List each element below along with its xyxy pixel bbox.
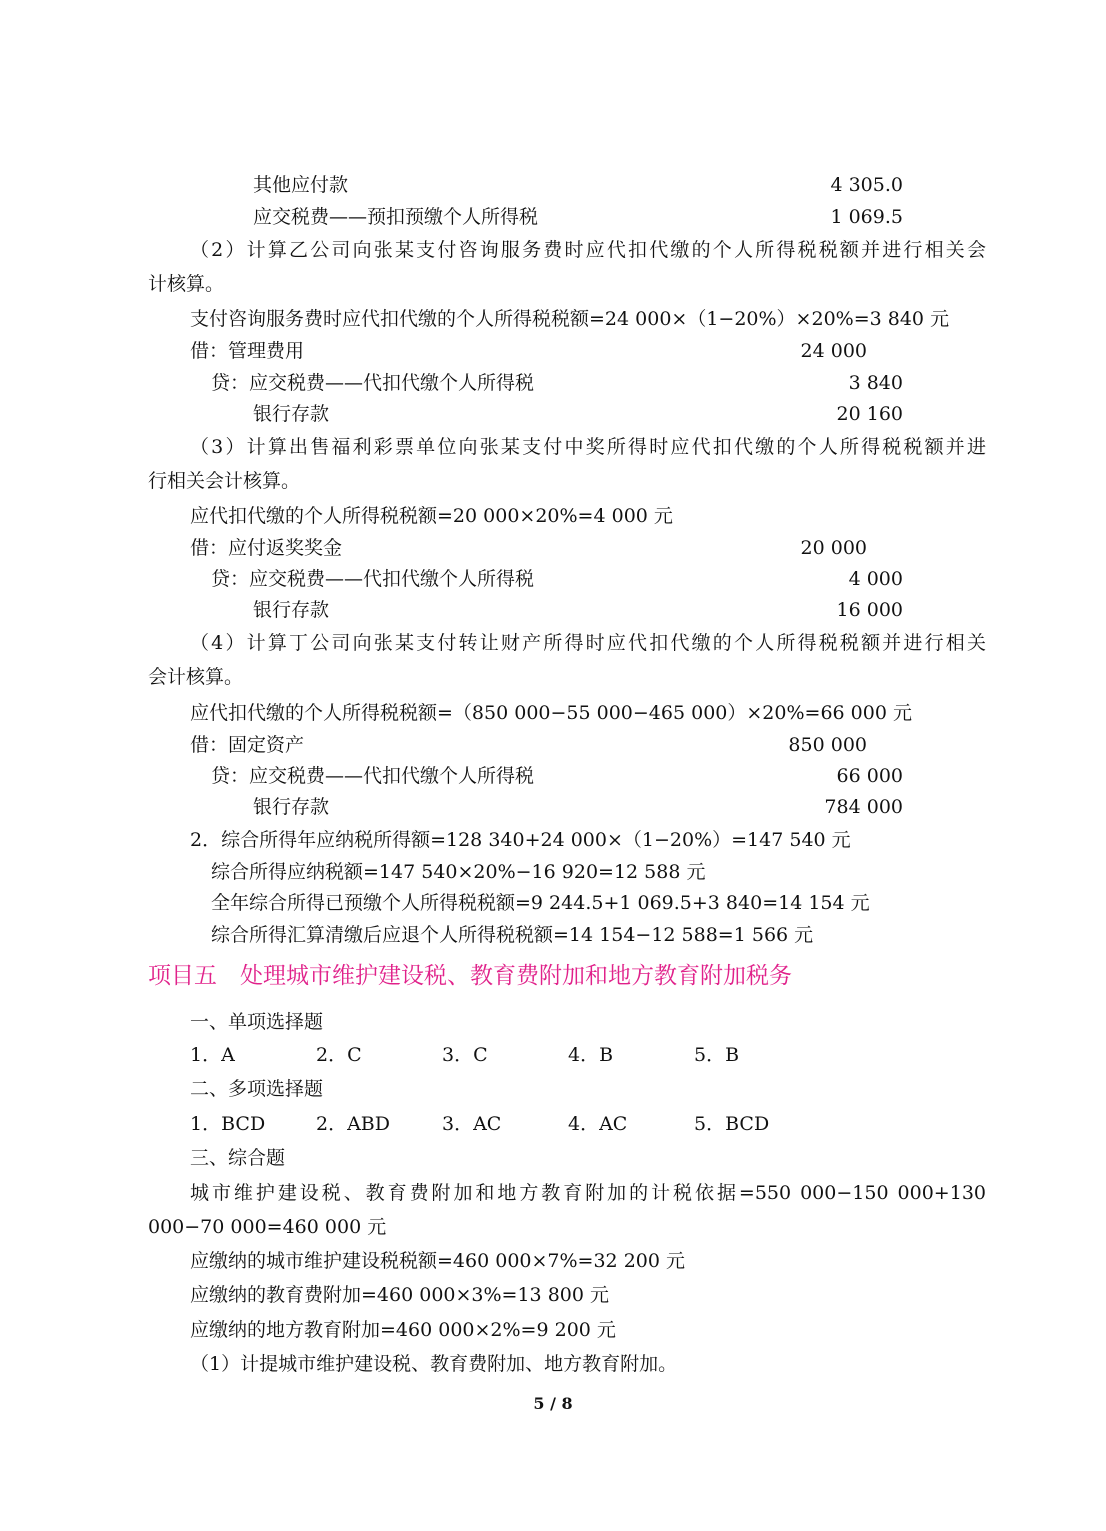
- credit-amount: 3 840: [848, 372, 903, 394]
- question-2-text: （2）计算乙公司向张某支付咨询服务费时应代扣代缴的个人所得税税额并进行相关会: [190, 239, 986, 261]
- credit-entry: 银行存款: [253, 599, 330, 621]
- entry-account-other-payables: 其他应付款: [253, 174, 349, 196]
- comprehensive-income-calculation: 2．综合所得年应纳税所得额=128 340+24 000×（1−20%）=147 540 元: [190, 829, 851, 851]
- question-2-text-cont: 计核算。: [148, 273, 225, 295]
- entry-amount: 4 305.0: [830, 174, 903, 196]
- answer-item: 1．A: [190, 1044, 235, 1066]
- answer-item: 4．AC: [568, 1113, 628, 1135]
- urban-maintenance-tax: 应缴纳的城市维护建设税税额=460 000×7%=32 200 元: [190, 1250, 685, 1272]
- prepaid-tax: 全年综合所得已预缴个人所得税税额=9 244.5+1 069.5+3 840=14 154 元: [211, 892, 870, 914]
- credit-entry: 贷：应交税费——代扣代缴个人所得税: [211, 765, 535, 787]
- page-number: 5 / 8: [533, 1394, 573, 1413]
- question-4-text-cont: 会计核算。: [148, 666, 244, 688]
- answer-item: 5．B: [694, 1044, 740, 1066]
- entry-amount: 1 069.5: [830, 206, 903, 228]
- section-heading: 项目五 处理城市维护建设税、教育费附加和地方教育附加税务: [148, 963, 792, 989]
- answer-item: 3．C: [442, 1044, 488, 1066]
- credit-entry: 银行存款: [253, 796, 330, 818]
- credit-amount: 16 000: [836, 599, 903, 621]
- credit-entry: 贷：应交税费——代扣代缴个人所得税: [211, 372, 535, 394]
- credit-amount: 66 000: [836, 765, 903, 787]
- tax-refund: 综合所得汇算清缴后应退个人所得税税额=14 154−12 588=1 566 元: [211, 924, 814, 946]
- tax-basis-cont: 000−70 000=460 000 元: [148, 1216, 387, 1238]
- multi-choice-title: 二、多项选择题: [190, 1078, 324, 1100]
- credit-amount: 20 160: [836, 403, 903, 425]
- credit-entry: 银行存款: [253, 403, 330, 425]
- question-2-calculation: 支付咨询服务费时应代扣代缴的个人所得税税额=24 000×（1−20%）×20%=3 840 元: [190, 308, 950, 330]
- answer-item: 3．AC: [442, 1113, 502, 1135]
- credit-amount: 784 000: [824, 796, 903, 818]
- answer-item: 4．B: [568, 1044, 614, 1066]
- comprehensive-title: 三、综合题: [190, 1147, 286, 1169]
- credit-entry: 贷：应交税费——代扣代缴个人所得税: [211, 568, 535, 590]
- debit-amount: 20 000: [800, 537, 867, 559]
- question-3-text-cont: 行相关会计核算。: [148, 470, 301, 492]
- question-4-text: （4）计算丁公司向张某支付转让财产所得时应代扣代缴的个人所得税税额并进行相关: [190, 632, 986, 654]
- question-4-calculation: 应代扣代缴的个人所得税税额=（850 000−55 000−465 000）×20%=66 000 元: [190, 702, 912, 724]
- entry-account-tax-payable: 应交税费——预扣预缴个人所得税: [253, 206, 539, 228]
- debit-entry: 借：应付返奖奖金: [190, 537, 343, 559]
- single-choice-title: 一、单项选择题: [190, 1011, 324, 1033]
- debit-amount: 850 000: [788, 734, 867, 756]
- question-3-text: （3）计算出售福利彩票单位向张某支付中奖所得时应代扣代缴的个人所得税税额并进: [190, 436, 986, 458]
- question-3-calculation: 应代扣代缴的个人所得税税额=20 000×20%=4 000 元: [190, 505, 673, 527]
- step-1: （1）计提城市维护建设税、教育费附加、地方教育附加。: [190, 1353, 678, 1375]
- debit-amount: 24 000: [800, 340, 867, 362]
- comprehensive-tax-payable: 综合所得应纳税额=147 540×20%−16 920=12 588 元: [211, 861, 706, 883]
- answer-item: 1．BCD: [190, 1113, 266, 1135]
- debit-entry: 借：固定资产: [190, 734, 305, 756]
- education-surcharge: 应缴纳的教育费附加=460 000×3%=13 800 元: [190, 1284, 609, 1306]
- credit-amount: 4 000: [848, 568, 903, 590]
- local-education-surcharge: 应缴纳的地方教育附加=460 000×2%=9 200 元: [190, 1319, 616, 1341]
- answer-item: 2．ABD: [316, 1113, 391, 1135]
- tax-basis: 城市维护建设税、教育费附加和地方教育附加的计税依据=550 000−150 000+130: [190, 1182, 986, 1204]
- answer-item: 5．BCD: [694, 1113, 770, 1135]
- answer-item: 2．C: [316, 1044, 362, 1066]
- debit-entry: 借：管理费用: [190, 340, 305, 362]
